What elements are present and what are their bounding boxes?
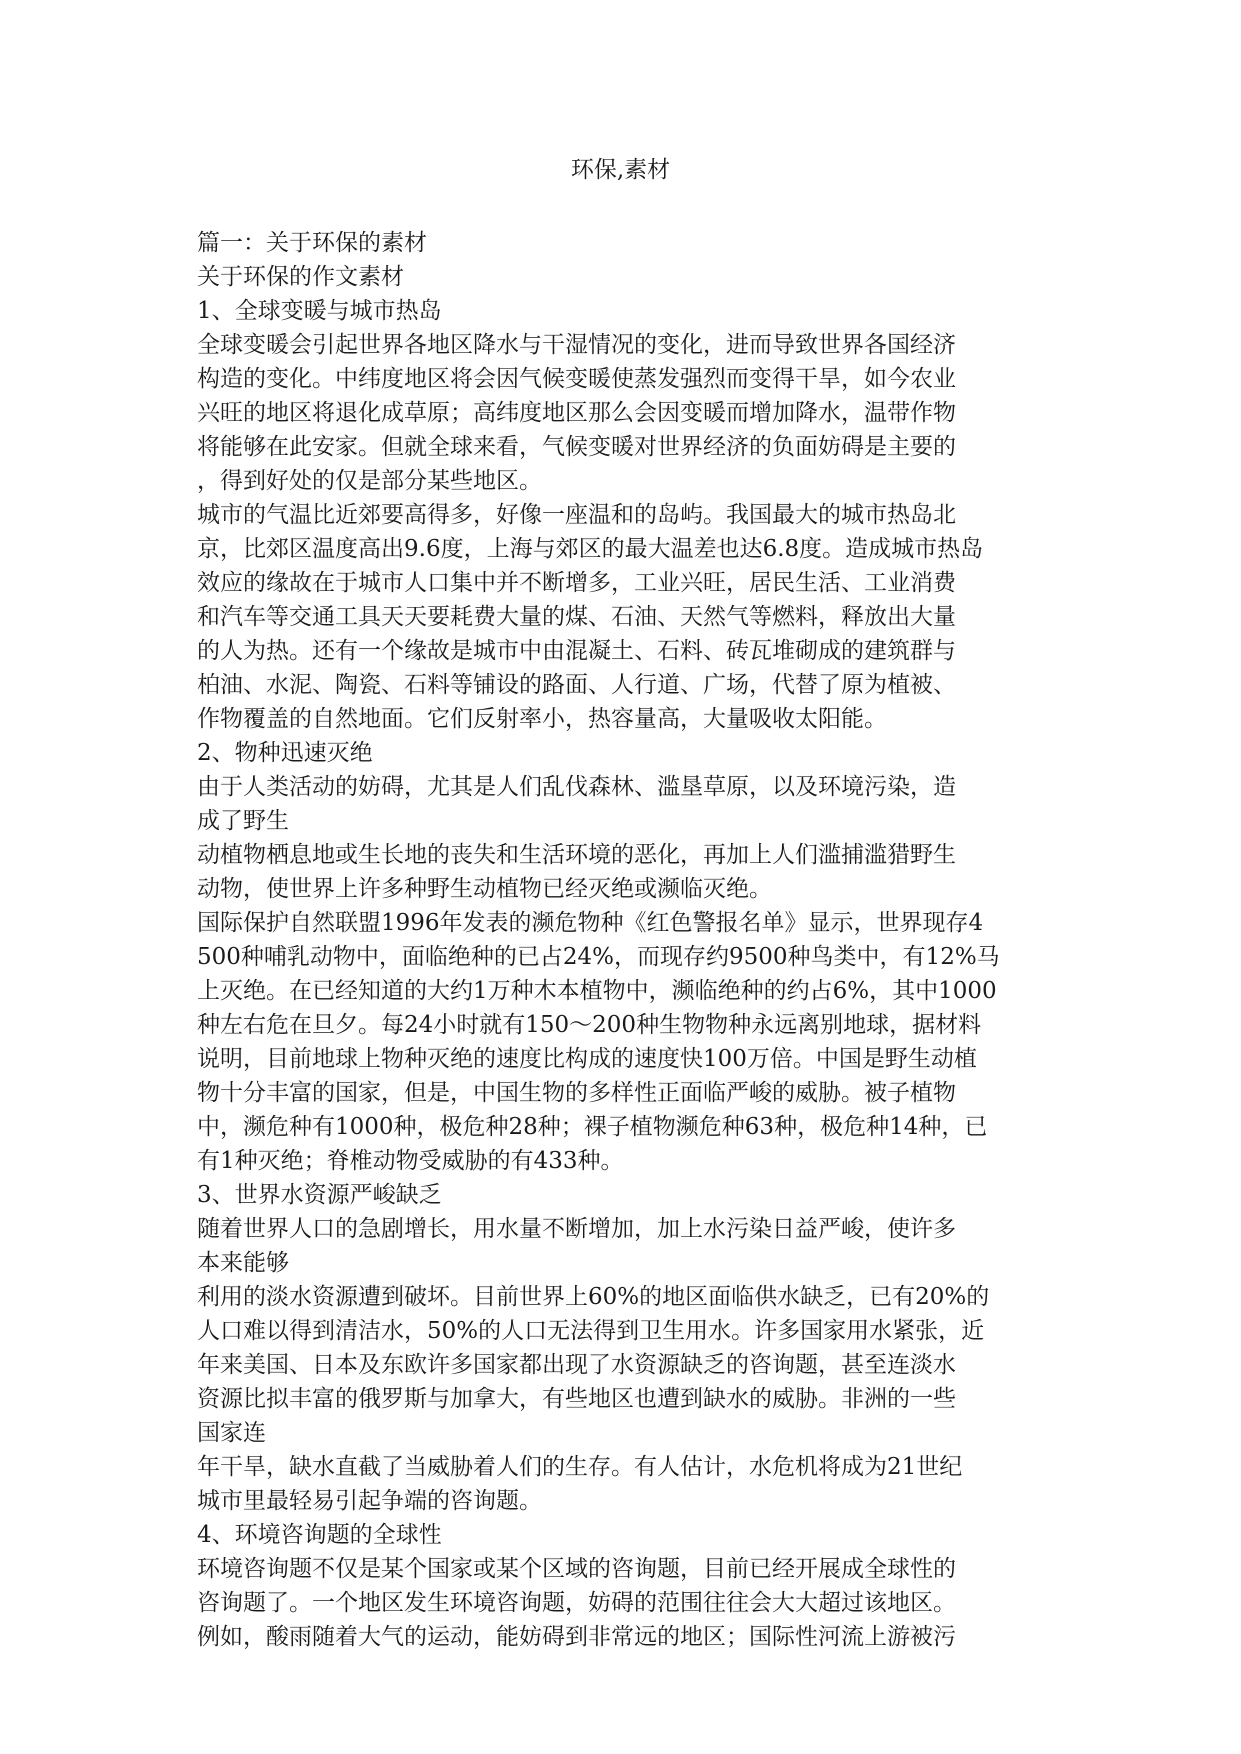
text-line: 全球变暖会引起世界各地区降水与干湿情况的变化，进而导致世界各国经济: [197, 332, 956, 358]
text-line: 成了野生: [197, 808, 289, 834]
text-line: 物十分丰富的国家，但是，中国生物的多样性正面临严峻的威胁。被子植物: [197, 1080, 956, 1106]
text-line: 资源比拟丰富的俄罗斯与加拿大，有些地区也遭到缺水的威胁。非洲的一些: [197, 1386, 956, 1412]
text-line: 效应的缘故在于城市人口集中并不断增多，工业兴旺，居民生活、工业消费: [197, 570, 956, 596]
text-line: 关于环保的作文素材: [197, 264, 404, 290]
text-line: ，得到好处的仅是部分某些地区。: [197, 468, 542, 494]
text-line: 作物覆盖的自然地面。它们反射率小，热容量高，大量吸收太阳能。: [197, 706, 887, 732]
text-line: 3、世界水资源严峻缺乏: [197, 1182, 442, 1208]
text-line: 国际保护自然联盟1996年发表的濒危物种《红色警报名单》显示，世界现存4: [197, 910, 984, 936]
text-line: 动植物栖息地或生长地的丧失和生活环境的恶化，再加上人们滥捕滥猎野生: [197, 842, 956, 868]
text-line: 年干旱，缺水直截了当威胁着人们的生存。有人估计，水危机将成为21世纪: [197, 1454, 963, 1480]
text-line: 随着世界人口的急剧增长，用水量不断增加，加上水污染日益严峻，使许多: [197, 1216, 956, 1242]
text-line: 的人为热。还有一个缘故是城市中由混凝土、石料、砖瓦堆砌成的建筑群与: [197, 638, 956, 664]
text-line: 咨询题了。一个地区发生环境咨询题，妨碍的范围往往会大大超过该地区。: [197, 1590, 956, 1616]
text-line: 说明，目前地球上物种灭绝的速度比构成的速度快100万倍。中国是野生动植: [197, 1046, 977, 1072]
text-line: 例如，酸雨随着大气的运动，能妨碍到非常远的地区；国际性河流上游被污: [197, 1624, 956, 1650]
text-line: 兴旺的地区将退化成草原；高纬度地区那么会因变暖而增加降水，温带作物: [197, 400, 956, 426]
text-line: 年来美国、日本及东欧许多国家都出现了水资源缺乏的咨询题，甚至连淡水: [197, 1352, 956, 1378]
text-line: 利用的淡水资源遭到破坏。目前世界上60%的地区面临供水缺乏，已有20%的: [197, 1284, 990, 1310]
text-line: 中，濒危种有1000种，极危种28种；裸子植物濒危种63种，极危种14种，已: [197, 1114, 988, 1140]
text-line: 500种哺乳动物中，面临绝种的已占24%，而现存约9500种鸟类中，有12%马: [197, 944, 1000, 970]
text-line: 城市里最轻易引起争端的咨询题。: [197, 1488, 542, 1514]
text-line: 篇一：关于环保的素材: [197, 230, 427, 256]
document-title: 环保,素材: [570, 157, 671, 183]
text-line: 有1种灭绝；脊椎动物受威胁的有433种。: [197, 1148, 624, 1174]
text-line: 和汽车等交通工具天天要耗费大量的煤、石油、天然气等燃料，释放出大量: [197, 604, 956, 630]
text-line: 国家连: [197, 1420, 266, 1446]
text-line: 本来能够: [197, 1250, 289, 1276]
text-line: 将能够在此安家。但就全球来看，气候变暖对世界经济的负面妨碍是主要的: [197, 434, 956, 460]
text-line: 构造的变化。中纬度地区将会因气候变暖使蒸发强烈而变得干旱，如今农业: [197, 366, 956, 392]
text-line: 由于人类活动的妨碍，尤其是人们乱伐森林、滥垦草原，以及环境污染，造: [197, 774, 956, 800]
text-line: 4、环境咨询题的全球性: [197, 1522, 442, 1548]
document-body: [197, 226, 1057, 1654]
text-line: 动物，使世界上许多种野生动植物已经灭绝或濒临灭绝。: [197, 876, 772, 902]
text-line: 城市的气温比近郊要高得多，好像一座温和的岛屿。我国最大的城市热岛北: [197, 502, 956, 528]
text-line: 人口难以得到清洁水，50%的人口无法得到卫生用水。许多国家用水紧张，近: [197, 1318, 985, 1344]
text-line: 环境咨询题不仅是某个国家或某个区域的咨询题，目前已经开展成全球性的: [197, 1556, 956, 1582]
text-line: 1、全球变暖与城市热岛: [197, 298, 442, 324]
text-line: 上灭绝。在已经知道的大约1万种木本植物中，濒临绝种的约占6%，其中1000: [197, 978, 997, 1004]
text-line: 京，比郊区温度高出9.6度，上海与郊区的最大温差也达6.8度。造成城市热岛: [197, 536, 984, 562]
text-line: 2、物种迅速灭绝: [197, 740, 373, 766]
text-line: 种左右危在旦夕。每24小时就有150～200种生物物种永远离别地球，据材料: [197, 1012, 982, 1038]
text-line: 柏油、水泥、陶瓷、石料等铺设的路面、人行道、广场，代替了原为植被、: [197, 672, 956, 698]
